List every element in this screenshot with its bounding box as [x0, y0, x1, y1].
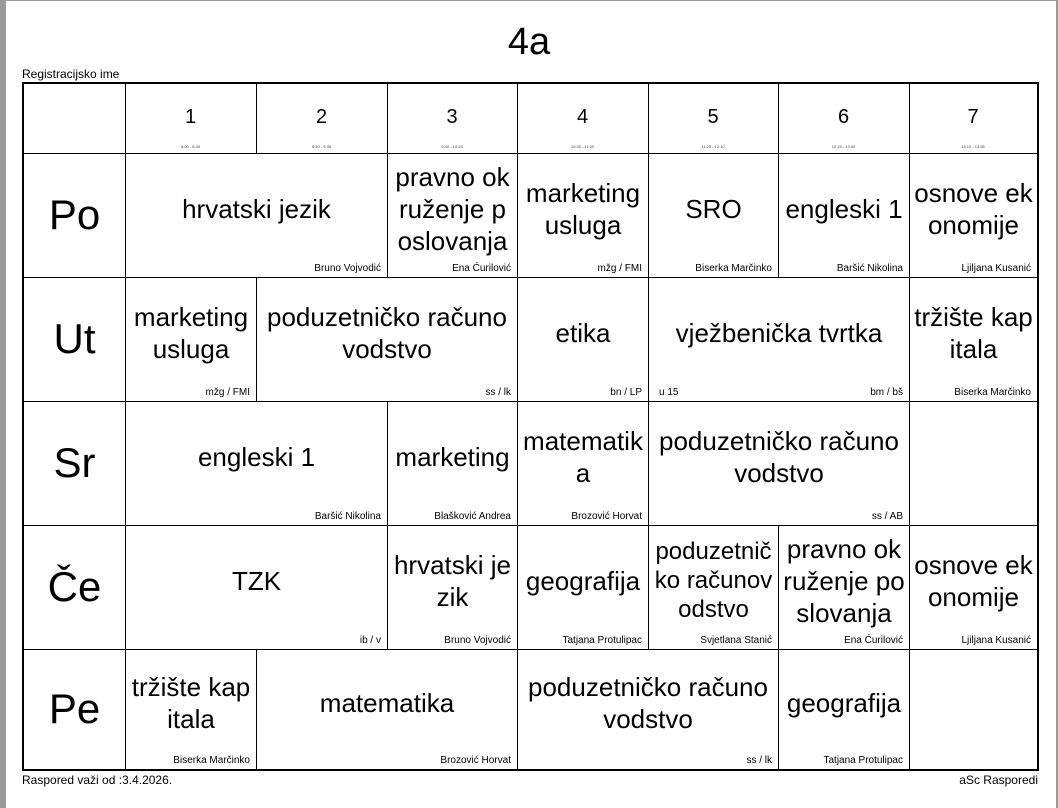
- lesson-teacher: bn / LP: [610, 387, 642, 398]
- period-number: 3: [446, 106, 458, 128]
- period-header: [648, 84, 778, 153]
- lesson-cell: [126, 650, 256, 769]
- lesson-cell: [388, 402, 517, 525]
- column-divider: [909, 401, 910, 525]
- lesson-subject: geografija: [786, 687, 902, 718]
- lesson-subject: osnove ekonomije: [914, 177, 1033, 240]
- lesson-cell: [779, 650, 909, 769]
- day-label: Sr: [53, 439, 96, 486]
- lesson-subject: hrvatski jezik: [393, 549, 512, 612]
- lesson-teacher: Ljiljana Kusanić: [961, 263, 1031, 274]
- period-number: 6: [837, 106, 850, 128]
- lesson-cell: [779, 154, 909, 277]
- lesson-subject: tržište kapitala: [131, 671, 251, 734]
- lesson-teacher: Brozović Horvat: [571, 511, 642, 522]
- lesson-teacher: Brozović Horvat: [440, 755, 511, 766]
- registration-label: Registracijsko ime: [22, 67, 120, 81]
- lesson-subject: poduzetničko računovodstvo: [267, 301, 507, 364]
- lesson-teacher: Biserka Marčinko: [173, 755, 250, 766]
- lesson-subject: SRO: [685, 193, 742, 224]
- period-time: 8:00 - 8:45: [180, 144, 201, 149]
- day-cell: [24, 277, 125, 401]
- lesson-teacher: Bruno Vojvodić: [444, 635, 511, 646]
- lesson-cell: [518, 154, 648, 277]
- lesson-cell: [910, 526, 1037, 649]
- lesson-teacher: ss / lk: [485, 387, 511, 398]
- class-title: 4a: [507, 21, 551, 63]
- lesson-teacher: Biserka Marčinko: [954, 387, 1031, 398]
- lesson-subject: marketing: [395, 441, 510, 472]
- lesson-teacher: Baršić Nikolina: [314, 511, 381, 522]
- period-header: [909, 84, 1037, 153]
- day-label: Če: [47, 563, 102, 610]
- lesson-subject: pravno okruženje poslovanja: [395, 161, 510, 256]
- lesson-subject: pravno okruženje poslovanja: [783, 533, 905, 628]
- period-header: [125, 84, 256, 153]
- day-cell: [24, 153, 125, 277]
- period-header: [256, 84, 387, 153]
- period-header: [517, 84, 648, 153]
- lesson-subject: engleski 1: [197, 441, 316, 472]
- period-time: 13:10 - 13:55: [961, 144, 985, 149]
- day-label: Po: [48, 191, 101, 238]
- timetable-grid: [22, 82, 1039, 771]
- lesson-subject: vježbenička tvrtka: [675, 317, 883, 348]
- valid-from-note: Raspored važi od :3.4.2026.: [22, 773, 173, 787]
- period-number: 1: [184, 106, 197, 128]
- day-cell: [24, 525, 125, 649]
- lesson-subject: etika: [555, 317, 611, 348]
- lesson-cell: [649, 278, 909, 401]
- lesson-cell: [518, 650, 778, 769]
- lesson-cell: [779, 526, 909, 649]
- lesson-teacher: ss / AB: [871, 511, 903, 522]
- lesson-cell: [518, 402, 648, 525]
- period-time: 8:50 - 9:35: [311, 144, 332, 149]
- lesson-subject: poduzetničko računovodstvo: [659, 425, 899, 488]
- lesson-cell: [518, 278, 648, 401]
- period-header: [387, 84, 517, 153]
- lesson-cell: [388, 526, 517, 649]
- lesson-cell: [649, 402, 909, 525]
- lesson-cell: [257, 650, 517, 769]
- lesson-cell: [518, 526, 648, 649]
- lesson-teacher: mžg / FMI: [597, 263, 642, 274]
- lesson-cell: [126, 278, 256, 401]
- period-header: [778, 84, 909, 153]
- lesson-cell: [126, 402, 387, 525]
- lesson-teacher: Svjetlana Stanić: [700, 635, 772, 646]
- lesson-teacher: Ljiljana Kusanić: [961, 635, 1031, 646]
- lesson-subject: hrvatski jezik: [182, 193, 331, 224]
- period-time: 11:25 - 12:10: [701, 144, 725, 149]
- lesson-cell: [649, 154, 778, 277]
- day-cell: [24, 649, 125, 769]
- window-top-border: [0, 0, 1058, 1]
- lesson-subject: matematika: [523, 425, 643, 488]
- lesson-subject: poduzetničko računovodstvo: [528, 671, 768, 734]
- period-time: 9:40 - 10:25: [441, 144, 463, 149]
- lesson-teacher: ib / v: [359, 635, 381, 646]
- lesson-teacher: Ena Ćurilović: [452, 263, 511, 274]
- lesson-subject: TZK: [231, 565, 282, 596]
- lesson-teacher: Blašković Andrea: [434, 511, 511, 522]
- lesson-teacher: Biserka Marčinko: [695, 263, 772, 274]
- day-cell: [24, 401, 125, 525]
- period-time: 10:35 - 11:20: [570, 144, 595, 149]
- day-label: Ut: [53, 315, 96, 362]
- lesson-subject: poduzetničko računovodstvo: [654, 538, 773, 623]
- lesson-teacher: bm / bš: [870, 387, 903, 398]
- lesson-teacher: Bruno Vojvodić: [314, 263, 381, 274]
- period-number: 7: [967, 106, 979, 128]
- lesson-cell: [126, 526, 387, 649]
- brand-label: aSc Rasporedi: [959, 773, 1038, 787]
- lesson-cell: [910, 278, 1037, 401]
- window-left-border: [0, 0, 6, 808]
- lesson-subject: engleski 1: [785, 193, 903, 224]
- lesson-teacher: Tatjana Protulipac: [562, 635, 642, 646]
- lesson-subject: geografija: [525, 565, 641, 596]
- period-number: 2: [315, 106, 328, 128]
- lesson-cell: [388, 154, 517, 277]
- lesson-cell: [126, 154, 387, 277]
- lesson-subject: matematika: [319, 687, 455, 718]
- lesson-teacher: ss / lk: [746, 755, 772, 766]
- lesson-subject: marketing usluga: [525, 177, 641, 240]
- lesson-subject: marketing usluga: [133, 301, 249, 364]
- lesson-subject: osnove ekonomije: [914, 549, 1033, 612]
- lesson-cell: [257, 278, 517, 401]
- lesson-teacher: Ena Ćurilović: [844, 635, 903, 646]
- lesson-cell: [910, 154, 1037, 277]
- column-divider: [909, 649, 910, 769]
- lesson-teacher: Baršić Nikolina: [836, 263, 903, 274]
- period-number: 4: [576, 106, 589, 128]
- day-label: Pe: [48, 685, 101, 732]
- period-number: 5: [707, 106, 719, 128]
- lesson-teacher: mžg / FMI: [205, 387, 250, 398]
- lesson-room: u 15: [659, 387, 679, 398]
- period-time: 12:15 - 13:00: [831, 144, 856, 149]
- lesson-subject: tržište kapitala: [914, 301, 1033, 364]
- lesson-cell: [649, 526, 778, 649]
- lesson-teacher: Tatjana Protulipac: [823, 755, 903, 766]
